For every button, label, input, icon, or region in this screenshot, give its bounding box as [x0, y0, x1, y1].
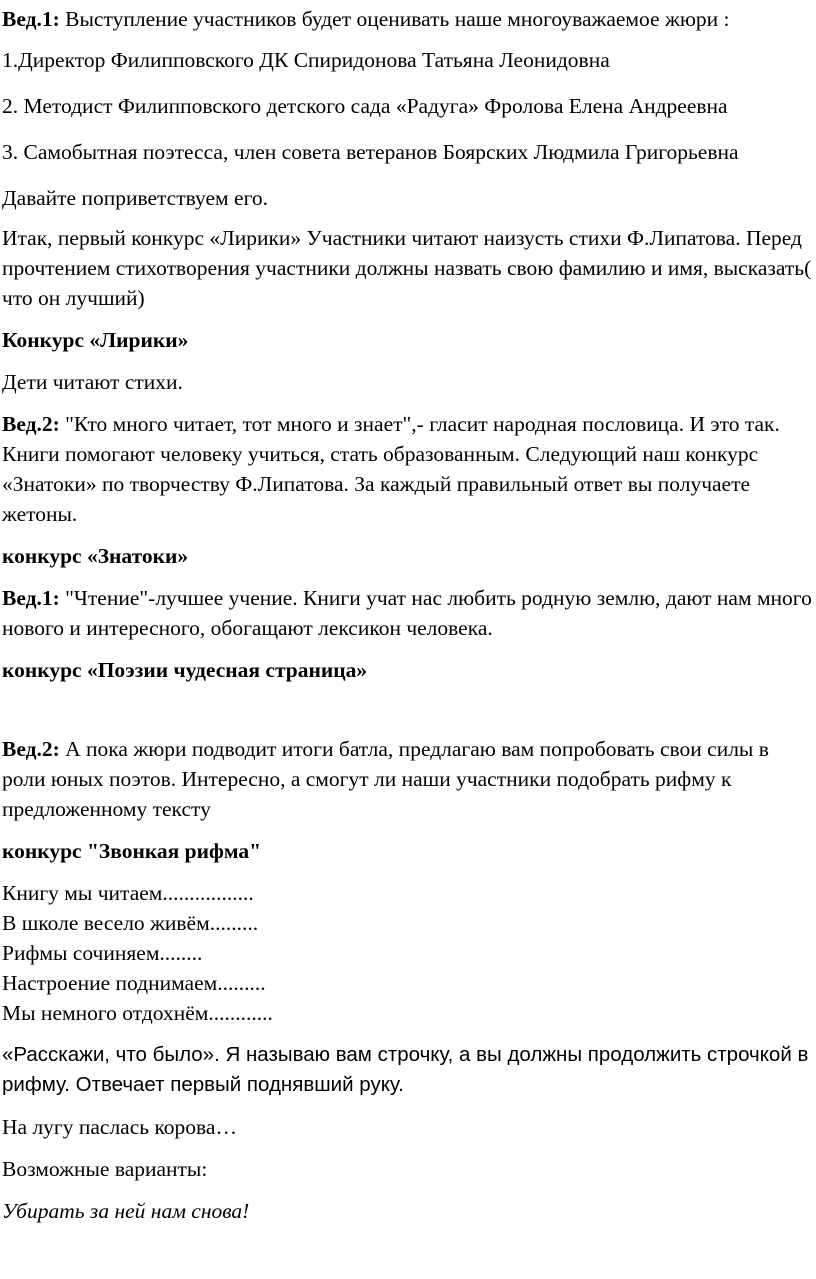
paragraph-greeting: Давайте поприветствуем его. [2, 186, 268, 210]
paragraph-cow-line: На лугу паслась корова… [2, 1115, 237, 1139]
paragraph-jury-intro: Вед.1: Выступление участников будет оценивать наше многоуважаемое жюри : [2, 7, 730, 31]
poem-line: Книгу мы читаем................. [2, 881, 254, 905]
speaker-label: Вед.1: [2, 586, 60, 610]
heading-experts-contest: конкурс «Знатоки» [2, 544, 189, 568]
document-page [0, 4, 816, 1226]
heading-rhyme-contest: конкурс "Звонкая рифма" [2, 839, 262, 863]
rhyme-poem [2, 878, 812, 1028]
paragraph-tell-what-happened: «Расскажи, что было». Я называю вам строчку, а вы должны продолжить строчкой в рифму. Отвечает первый поднявший руку. [2, 1043, 809, 1096]
poem-line: Настроение поднимаем......... [2, 971, 266, 995]
jury-member-1: 1.Директор Филипповского ДК Спиридонова Татьяна Леонидовна [2, 48, 610, 72]
paragraph-possible-answers: Возможные варианты: [2, 1157, 208, 1181]
poem-line: Рифмы сочиняем........ [2, 941, 203, 965]
heading-poetry-contest: конкурс «Поэзии чудесная страница» [2, 658, 368, 682]
speaker-label: Вед.1: [2, 7, 60, 31]
heading-lyrics-contest: Конкурс «Лирики» [2, 328, 189, 352]
jury-member-3: 3. Самобытная поэтесса, член совета ветеранов Боярских Людмила Григорьевна [2, 140, 739, 164]
paragraph-first-contest: Итак, первый конкурс «Лирики» Участники читают наизусть стихи Ф.Липатова. Перед прочтением стихотворения участники должны назвать свою фамилию и имя, высказать( что он лучший) [2, 226, 812, 310]
paragraph-children-read: Дети читают стихи. [2, 370, 183, 394]
poem-line: В школе весело живём......... [2, 911, 259, 935]
paragraph-rhyme-intro: Вед.2: А пока жюри подводит итоги батла, предлагаю вам попробовать свои силы в роли юных поэтов. Интересно, а смогут ли наши участники подобрать рифму к предложенному тексту [2, 737, 769, 821]
speaker-label: Вед.2: [2, 737, 60, 761]
jury-member-2: 2. Методист Филипповского детского сада «Радуга» Фролова Елена Андреевна [2, 94, 728, 118]
poem-line: Мы немного отдохнём............ [2, 1001, 273, 1025]
paragraph-proverb: Вед.2: "Кто много читает, тот много и знает",- гласит народная пословица. И это так. Книги помогают человеку учиться, стать образованным. Следующий наш конкурс «Знатоки» по творчеству Ф.Липатова. За каждый правильный ответ вы получаете жетоны. [2, 412, 780, 526]
speaker-label: Вед.2: [2, 412, 60, 436]
paragraph-reading: Вед.1: "Чтение"-лучшее учение. Книги учат нас любить родную землю, дают нам много нового и интересного, обогащают лексикон человека. [2, 586, 812, 640]
paragraph-answer: Убирать за ней нам снова! [2, 1199, 250, 1223]
